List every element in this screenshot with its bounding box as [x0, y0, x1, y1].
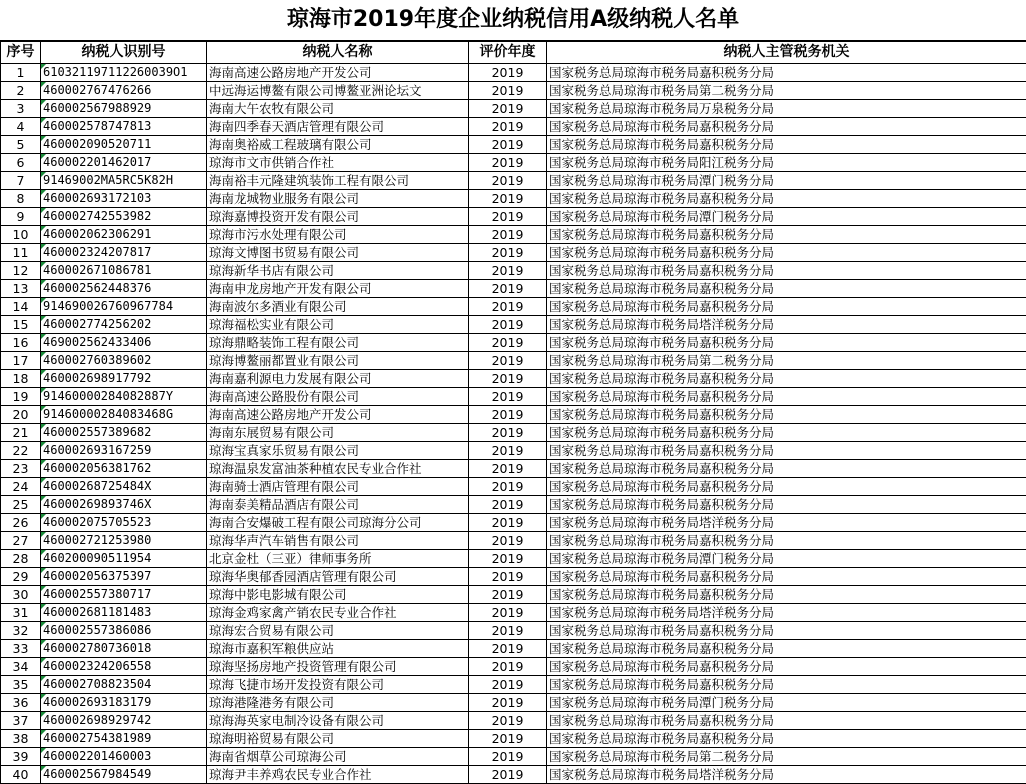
cell-tax-authority[interactable]: 国家税务总局琼海市税务局嘉积税务分局: [547, 406, 1026, 424]
cell-seq[interactable]: 18: [1, 370, 41, 388]
cell-tax-authority[interactable]: 国家税务总局琼海市税务局嘉积税务分局: [547, 190, 1026, 208]
cell-taxpayer-id[interactable]: 460002557389682: [41, 424, 207, 442]
cell-seq[interactable]: 12: [1, 262, 41, 280]
cell-taxpayer-id[interactable]: 460002578747813: [41, 118, 207, 136]
cell-taxpayer-name[interactable]: 琼海宏合贸易有限公司: [207, 622, 469, 640]
table-row: [1, 658, 1026, 676]
table-row: [1, 118, 1026, 136]
cell-taxpayer-name[interactable]: 海南骑士酒店管理有限公司: [207, 478, 469, 496]
cell-eval-year[interactable]: 2019: [469, 190, 547, 208]
cell-taxpayer-name[interactable]: 海南省烟草公司琼海公司: [207, 748, 469, 766]
header-eval-year[interactable]: 评价年度: [469, 42, 547, 64]
cell-seq[interactable]: 27: [1, 532, 41, 550]
cell-taxpayer-name[interactable]: 琼海福松实业有限公司: [207, 316, 469, 334]
table-row: [1, 712, 1026, 730]
cell-eval-year[interactable]: 2019: [469, 676, 547, 694]
table-row: [1, 694, 1026, 712]
cell-tax-authority[interactable]: 国家税务总局琼海市税务局嘉积税务分局: [547, 586, 1026, 604]
cell-taxpayer-id[interactable]: 460002708823504: [41, 676, 207, 694]
cell-tax-authority[interactable]: 国家税务总局琼海市税务局塔洋税务分局: [547, 766, 1026, 784]
cell-eval-year[interactable]: 2019: [469, 694, 547, 712]
cell-taxpayer-id[interactable]: 460002557386086: [41, 622, 207, 640]
table-row: [1, 316, 1026, 334]
table-row: [1, 514, 1026, 532]
cell-seq[interactable]: 32: [1, 622, 41, 640]
cell-taxpayer-id[interactable]: 460002075705523: [41, 514, 207, 532]
cell-taxpayer-name[interactable]: 琼海嘉博投资开发有限公司: [207, 208, 469, 226]
cell-seq[interactable]: 40: [1, 766, 41, 784]
cell-tax-authority[interactable]: 国家税务总局琼海市税务局塔洋税务分局: [547, 604, 1026, 622]
table-row: [1, 82, 1026, 100]
cell-seq[interactable]: 37: [1, 712, 41, 730]
cell-eval-year[interactable]: 2019: [469, 172, 547, 190]
cell-taxpayer-name[interactable]: 海南东展贸易有限公司: [207, 424, 469, 442]
cell-taxpayer-id[interactable]: 91460000284082887Y: [41, 388, 207, 406]
cell-taxpayer-name[interactable]: 海南高速公路房地产开发公司: [207, 64, 469, 82]
cell-seq[interactable]: 3: [1, 100, 41, 118]
cell-taxpayer-name[interactable]: 海南龙城物业服务有限公司: [207, 190, 469, 208]
cell-eval-year[interactable]: 2019: [469, 460, 547, 478]
cell-tax-authority[interactable]: 国家税务总局琼海市税务局嘉积税务分局: [547, 262, 1026, 280]
cell-taxpayer-name[interactable]: 海南裕丰元隆建筑装饰工程有限公司: [207, 172, 469, 190]
cell-eval-year[interactable]: 2019: [469, 370, 547, 388]
cell-taxpayer-id[interactable]: 460002671086781: [41, 262, 207, 280]
cell-eval-year[interactable]: 2019: [469, 154, 547, 172]
table-row: [1, 424, 1026, 442]
cell-tax-authority[interactable]: 国家税务总局琼海市税务局嘉积税务分局: [547, 640, 1026, 658]
cell-tax-authority[interactable]: 国家税务总局琼海市税务局嘉积税务分局: [547, 532, 1026, 550]
table-row: [1, 226, 1026, 244]
cell-taxpayer-name[interactable]: 琼海中影电影城有限公司: [207, 586, 469, 604]
cell-taxpayer-id[interactable]: 91460000284083468G: [41, 406, 207, 424]
cell-taxpayer-id[interactable]: 460002557380717: [41, 586, 207, 604]
cell-tax-authority[interactable]: 国家税务总局琼海市税务局嘉积税务分局: [547, 424, 1026, 442]
cell-eval-year[interactable]: 2019: [469, 406, 547, 424]
cell-eval-year[interactable]: 2019: [469, 298, 547, 316]
cell-tax-authority[interactable]: 国家税务总局琼海市税务局嘉积税务分局: [547, 622, 1026, 640]
cell-eval-year[interactable]: 2019: [469, 424, 547, 442]
cell-taxpayer-name[interactable]: 琼海市嘉积军粮供应站: [207, 640, 469, 658]
cell-tax-authority[interactable]: 国家税务总局琼海市税务局嘉积税务分局: [547, 676, 1026, 694]
table-row: [1, 298, 1026, 316]
cell-tax-authority[interactable]: 国家税务总局琼海市税务局第二税务分局: [547, 748, 1026, 766]
cell-taxpayer-id[interactable]: 460002693183179: [41, 694, 207, 712]
cell-tax-authority[interactable]: 国家税务总局琼海市税务局嘉积税务分局: [547, 280, 1026, 298]
cell-eval-year[interactable]: 2019: [469, 262, 547, 280]
cell-taxpayer-name[interactable]: 海南合安爆破工程有限公司琼海分公司: [207, 514, 469, 532]
cell-tax-authority[interactable]: 国家税务总局琼海市税务局嘉积税务分局: [547, 460, 1026, 478]
cell-taxpayer-name[interactable]: 北京金杜（三亚）律师事务所: [207, 550, 469, 568]
cell-seq[interactable]: 4: [1, 118, 41, 136]
cell-taxpayer-id[interactable]: 460002201462017: [41, 154, 207, 172]
table-row: [1, 244, 1026, 262]
cell-taxpayer-name[interactable]: 海南高速公路股份有限公司: [207, 388, 469, 406]
cell-seq[interactable]: 36: [1, 694, 41, 712]
header-tax-authority[interactable]: 纳税人主管税务机关: [547, 42, 1026, 64]
header-taxpayer-id[interactable]: 纳税人识别号: [41, 42, 207, 64]
table-row: [1, 748, 1026, 766]
cell-taxpayer-name[interactable]: 海南波尔多酒业有限公司: [207, 298, 469, 316]
table-row: [1, 370, 1026, 388]
cell-taxpayer-name[interactable]: 琼海鼎略装饰工程有限公司: [207, 334, 469, 352]
cell-taxpayer-id[interactable]: 460002721253980: [41, 532, 207, 550]
cell-seq[interactable]: 29: [1, 568, 41, 586]
cell-taxpayer-name[interactable]: 海南四季春天酒店管理有限公司: [207, 118, 469, 136]
cell-taxpayer-name[interactable]: 琼海市文市供销合作社: [207, 154, 469, 172]
cell-eval-year[interactable]: 2019: [469, 208, 547, 226]
cell-tax-authority[interactable]: 国家税务总局琼海市税务局嘉积税务分局: [547, 730, 1026, 748]
cell-eval-year[interactable]: 2019: [469, 334, 547, 352]
cell-taxpayer-id[interactable]: 460002056381762: [41, 460, 207, 478]
cell-taxpayer-name[interactable]: 琼海文博图书贸易有限公司: [207, 244, 469, 262]
cell-seq[interactable]: 38: [1, 730, 41, 748]
cell-taxpayer-id[interactable]: 46000269893746X: [41, 496, 207, 514]
table-row: [1, 190, 1026, 208]
cell-taxpayer-id[interactable]: 460002062306291: [41, 226, 207, 244]
cell-taxpayer-id[interactable]: 469002562433406: [41, 334, 207, 352]
cell-taxpayer-id[interactable]: 460002760389602: [41, 352, 207, 370]
cell-tax-authority[interactable]: 国家税务总局琼海市税务局嘉积税务分局: [547, 64, 1026, 82]
cell-taxpayer-id[interactable]: 460002742553982: [41, 208, 207, 226]
table-row: [1, 388, 1026, 406]
cell-taxpayer-id[interactable]: 460002754381989: [41, 730, 207, 748]
cell-tax-authority[interactable]: 国家税务总局琼海市税务局嘉积税务分局: [547, 442, 1026, 460]
cell-seq[interactable]: 2: [1, 82, 41, 100]
cell-tax-authority[interactable]: 国家税务总局琼海市税务局嘉积税务分局: [547, 370, 1026, 388]
cell-tax-authority[interactable]: 国家税务总局琼海市税务局第二税务分局: [547, 82, 1026, 100]
cell-taxpayer-id[interactable]: 91469002MA5RC5K82H: [41, 172, 207, 190]
cell-tax-authority[interactable]: 国家税务总局琼海市税务局嘉积税务分局: [547, 298, 1026, 316]
cell-eval-year[interactable]: 2019: [469, 226, 547, 244]
cell-tax-authority[interactable]: 国家税务总局琼海市税务局潭门税务分局: [547, 208, 1026, 226]
cell-taxpayer-name[interactable]: 琼海新华书店有限公司: [207, 262, 469, 280]
cell-tax-authority[interactable]: 国家税务总局琼海市税务局嘉积税务分局: [547, 478, 1026, 496]
table-row: [1, 478, 1026, 496]
cell-taxpayer-id[interactable]: 460002693167259: [41, 442, 207, 460]
cell-eval-year[interactable]: 2019: [469, 658, 547, 676]
cell-tax-authority[interactable]: 国家税务总局琼海市税务局嘉积税务分局: [547, 496, 1026, 514]
cell-seq[interactable]: 33: [1, 640, 41, 658]
cell-taxpayer-id[interactable]: 460002567988929: [41, 100, 207, 118]
table-row: [1, 568, 1026, 586]
cell-seq[interactable]: 20: [1, 406, 41, 424]
cell-eval-year[interactable]: 2019: [469, 280, 547, 298]
cell-tax-authority[interactable]: 国家税务总局琼海市税务局塔洋税务分局: [547, 514, 1026, 532]
table-row: [1, 676, 1026, 694]
cell-seq[interactable]: 25: [1, 496, 41, 514]
cell-taxpayer-name[interactable]: 琼海飞捷市场开发投资有限公司: [207, 676, 469, 694]
cell-eval-year[interactable]: 2019: [469, 100, 547, 118]
cell-taxpayer-id[interactable]: 46000268725484X: [41, 478, 207, 496]
cell-eval-year[interactable]: 2019: [469, 352, 547, 370]
cell-taxpayer-id[interactable]: 610321197112260039O1: [41, 64, 207, 82]
cell-seq[interactable]: 21: [1, 424, 41, 442]
cell-tax-authority[interactable]: 国家税务总局琼海市税务局第二税务分局: [547, 352, 1026, 370]
table-row: [1, 550, 1026, 568]
table-row: [1, 622, 1026, 640]
cell-taxpayer-name[interactable]: 琼海华奥郁香园酒店管理有限公司: [207, 568, 469, 586]
cell-eval-year[interactable]: 2019: [469, 586, 547, 604]
table-row: [1, 640, 1026, 658]
cell-taxpayer-name[interactable]: 琼海海英家电制冷设备有限公司: [207, 712, 469, 730]
cell-seq[interactable]: 10: [1, 226, 41, 244]
cell-seq[interactable]: 34: [1, 658, 41, 676]
cell-taxpayer-id[interactable]: 460002767476266: [41, 82, 207, 100]
cell-eval-year[interactable]: 2019: [469, 64, 547, 82]
cell-seq[interactable]: 9: [1, 208, 41, 226]
cell-seq[interactable]: 19: [1, 388, 41, 406]
cell-taxpayer-name[interactable]: 海南大午农牧有限公司: [207, 100, 469, 118]
table-row: [1, 532, 1026, 550]
cell-eval-year[interactable]: 2019: [469, 496, 547, 514]
cell-taxpayer-id[interactable]: 460002693172103: [41, 190, 207, 208]
cell-taxpayer-name[interactable]: 琼海明裕贸易有限公司: [207, 730, 469, 748]
cell-eval-year[interactable]: 2019: [469, 568, 547, 586]
table-row: [1, 262, 1026, 280]
cell-tax-authority[interactable]: 国家税务总局琼海市税务局嘉积税务分局: [547, 388, 1026, 406]
cell-eval-year[interactable]: 2019: [469, 82, 547, 100]
cell-tax-authority[interactable]: 国家税务总局琼海市税务局嘉积税务分局: [547, 244, 1026, 262]
cell-eval-year[interactable]: 2019: [469, 244, 547, 262]
cell-taxpayer-name[interactable]: 琼海华声汽车销售有限公司: [207, 532, 469, 550]
cell-taxpayer-name[interactable]: 琼海港隆港务有限公司: [207, 694, 469, 712]
table-row: [1, 496, 1026, 514]
cell-taxpayer-id[interactable]: 460002681181483: [41, 604, 207, 622]
cell-tax-authority[interactable]: 国家税务总局琼海市税务局嘉积税务分局: [547, 658, 1026, 676]
taxpayer-table: [0, 41, 1026, 784]
cell-seq[interactable]: 15: [1, 316, 41, 334]
cell-seq[interactable]: 24: [1, 478, 41, 496]
table-row: [1, 406, 1026, 424]
cell-seq[interactable]: 23: [1, 460, 41, 478]
table-row: [1, 172, 1026, 190]
table-row: [1, 586, 1026, 604]
table-row: [1, 208, 1026, 226]
cell-taxpayer-name[interactable]: 海南申龙房地产开发有限公司: [207, 280, 469, 298]
cell-taxpayer-id[interactable]: 460002562448376: [41, 280, 207, 298]
cell-taxpayer-id[interactable]: 460002567984549: [41, 766, 207, 784]
table-row: [1, 64, 1026, 82]
cell-taxpayer-name[interactable]: 琼海坚扬房地产投资管理有限公司: [207, 658, 469, 676]
cell-seq[interactable]: 11: [1, 244, 41, 262]
table-row: [1, 136, 1026, 154]
cell-taxpayer-id[interactable]: 460002698929742: [41, 712, 207, 730]
cell-tax-authority[interactable]: 国家税务总局琼海市税务局潭门税务分局: [547, 694, 1026, 712]
cell-eval-year[interactable]: 2019: [469, 388, 547, 406]
cell-taxpayer-name[interactable]: 海南高速公路房地产开发公司: [207, 406, 469, 424]
cell-eval-year[interactable]: 2019: [469, 712, 547, 730]
cell-taxpayer-name[interactable]: 琼海市污水处理有限公司: [207, 226, 469, 244]
cell-taxpayer-name[interactable]: 海南奥裕威工程玻璃有限公司: [207, 136, 469, 154]
cell-eval-year[interactable]: 2019: [469, 478, 547, 496]
table-row: [1, 460, 1026, 478]
cell-eval-year[interactable]: 2019: [469, 604, 547, 622]
cell-taxpayer-name[interactable]: 琼海博鳌丽都置业有限公司: [207, 352, 469, 370]
cell-tax-authority[interactable]: 国家税务总局琼海市税务局嘉积税务分局: [547, 118, 1026, 136]
cell-taxpayer-id[interactable]: 460002774256202: [41, 316, 207, 334]
cell-seq[interactable]: 30: [1, 586, 41, 604]
document-title: 琼海市2019年度企业纳税信用A级纳税人名单: [0, 0, 1026, 41]
table-row: [1, 442, 1026, 460]
cell-taxpayer-name[interactable]: 琼海尹丰养鸡农民专业合作社: [207, 766, 469, 784]
cell-tax-authority[interactable]: 国家税务总局琼海市税务局嘉积税务分局: [547, 334, 1026, 352]
header-seq[interactable]: 序号: [1, 42, 41, 64]
cell-eval-year[interactable]: 2019: [469, 550, 547, 568]
cell-tax-authority[interactable]: 国家税务总局琼海市税务局嘉积税务分局: [547, 136, 1026, 154]
cell-tax-authority[interactable]: 国家税务总局琼海市税务局塔洋税务分局: [547, 316, 1026, 334]
cell-taxpayer-name[interactable]: 琼海温泉发富油茶种植农民专业合作社: [207, 460, 469, 478]
cell-eval-year[interactable]: 2019: [469, 748, 547, 766]
header-taxpayer-name[interactable]: 纳税人名称: [207, 42, 469, 64]
cell-tax-authority[interactable]: 国家税务总局琼海市税务局嘉积税务分局: [547, 226, 1026, 244]
cell-taxpayer-id[interactable]: 460002324206558: [41, 658, 207, 676]
table-row: [1, 154, 1026, 172]
cell-taxpayer-id[interactable]: 460002056375397: [41, 568, 207, 586]
cell-eval-year[interactable]: 2019: [469, 622, 547, 640]
cell-tax-authority[interactable]: 国家税务总局琼海市税务局阳江税务分局: [547, 154, 1026, 172]
cell-eval-year[interactable]: 2019: [469, 136, 547, 154]
cell-seq[interactable]: 7: [1, 172, 41, 190]
table-row: [1, 730, 1026, 748]
cell-tax-authority[interactable]: 国家税务总局琼海市税务局潭门税务分局: [547, 172, 1026, 190]
table-row: [1, 604, 1026, 622]
cell-tax-authority[interactable]: 国家税务总局琼海市税务局潭门税务分局: [547, 550, 1026, 568]
table-row: [1, 352, 1026, 370]
cell-seq[interactable]: 13: [1, 280, 41, 298]
cell-tax-authority[interactable]: 国家税务总局琼海市税务局嘉积税务分局: [547, 568, 1026, 586]
cell-seq[interactable]: 14: [1, 298, 41, 316]
cell-taxpayer-name[interactable]: 海南嘉利源电力发展有限公司: [207, 370, 469, 388]
cell-seq[interactable]: 22: [1, 442, 41, 460]
cell-taxpayer-name[interactable]: 琼海宝真家乐贸易有限公司: [207, 442, 469, 460]
cell-seq[interactable]: 31: [1, 604, 41, 622]
cell-seq[interactable]: 35: [1, 676, 41, 694]
cell-taxpayer-id[interactable]: 460002201460003: [41, 748, 207, 766]
cell-taxpayer-id[interactable]: 460002780736018: [41, 640, 207, 658]
table-body: [1, 64, 1026, 784]
cell-seq[interactable]: 1: [1, 64, 41, 82]
cell-eval-year[interactable]: 2019: [469, 766, 547, 784]
cell-taxpayer-name[interactable]: 中远海运博鳌有限公司博鳌亚洲论坛文: [207, 82, 469, 100]
cell-taxpayer-id[interactable]: 460002324207817: [41, 244, 207, 262]
cell-eval-year[interactable]: 2019: [469, 640, 547, 658]
table-row: [1, 766, 1026, 784]
cell-seq[interactable]: 16: [1, 334, 41, 352]
cell-taxpayer-id[interactable]: 460002090520711: [41, 136, 207, 154]
cell-eval-year[interactable]: 2019: [469, 514, 547, 532]
cell-eval-year[interactable]: 2019: [469, 316, 547, 334]
cell-taxpayer-name[interactable]: 海南泰美精品酒店有限公司: [207, 496, 469, 514]
header-row: [1, 42, 1026, 64]
cell-tax-authority[interactable]: 国家税务总局琼海市税务局嘉积税务分局: [547, 712, 1026, 730]
table-row: [1, 334, 1026, 352]
cell-seq[interactable]: 39: [1, 748, 41, 766]
cell-taxpayer-name[interactable]: 琼海金鸡家禽产销农民专业合作社: [207, 604, 469, 622]
cell-tax-authority[interactable]: 国家税务总局琼海市税务局万泉税务分局: [547, 100, 1026, 118]
table-row: [1, 100, 1026, 118]
cell-seq[interactable]: 6: [1, 154, 41, 172]
cell-seq[interactable]: 8: [1, 190, 41, 208]
cell-seq[interactable]: 17: [1, 352, 41, 370]
cell-seq[interactable]: 28: [1, 550, 41, 568]
cell-seq[interactable]: 5: [1, 136, 41, 154]
cell-eval-year[interactable]: 2019: [469, 118, 547, 136]
cell-eval-year[interactable]: 2019: [469, 532, 547, 550]
cell-taxpayer-id[interactable]: 460002698917792: [41, 370, 207, 388]
cell-eval-year[interactable]: 2019: [469, 730, 547, 748]
cell-eval-year[interactable]: 2019: [469, 442, 547, 460]
table-row: [1, 280, 1026, 298]
cell-taxpayer-id[interactable]: 460200090511954: [41, 550, 207, 568]
cell-taxpayer-id[interactable]: 914690026760967784: [41, 298, 207, 316]
cell-seq[interactable]: 26: [1, 514, 41, 532]
